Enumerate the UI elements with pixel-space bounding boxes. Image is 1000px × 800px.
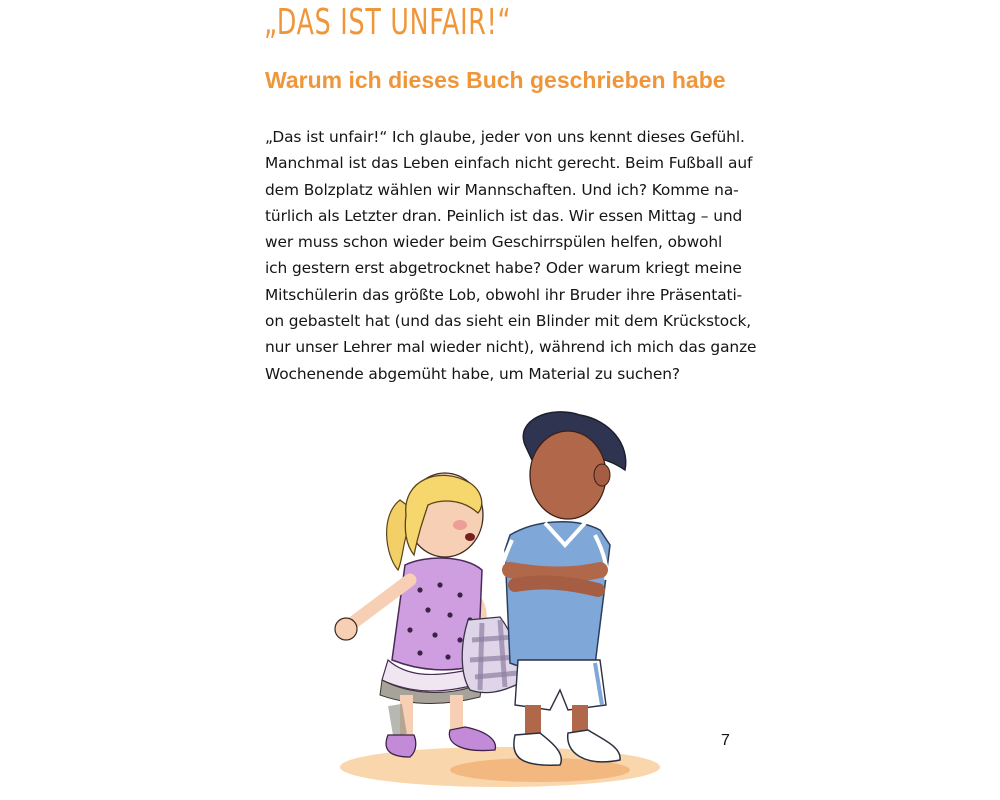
text-line: nur unser Lehrer mal wieder nicht), während ich mich das ganze [265,338,757,357]
text-line: on gebastelt hat (und das sieht ein Blinder mit dem Krückstock, [265,312,752,331]
text-line: türlich als Letzter dran. Peinlich ist das. Wir essen Mittag – und [265,206,743,225]
text-line: „Das ist unfair!“ Ich glaube, jeder von uns kennt dieses Gefühl. [265,128,745,146]
girl-figure [335,473,495,757]
boy-figure [500,412,626,765]
text-line: Mitschülerin das größte Lob, obwohl ihr Bruder ihre Präsentati- [265,285,743,304]
chapter-subtitle: Warum ich dieses Buch geschrieben habe [265,67,726,93]
children-illustration [310,405,690,800]
text-line: Wochenende abgemüht habe, um Material zu suchen? [265,364,680,383]
body-text [265,124,757,387]
page-number: 7 [721,732,730,749]
text-line: dem Bolzplatz wählen wir Mannschaften. Und ich? Komme na- [265,180,739,199]
text-line: Manchmal ist das Leben einfach nicht gerecht. Beim Fußball auf [265,154,753,173]
text-line: ich gestern erst abgetrocknet habe? Oder warum kriegt meine [265,259,742,278]
chapter-title: „DAS IST UNFAIR!“ [264,2,512,43]
text-line: wer muss schon wieder beim Geschirrspülen helfen, obwohl [265,233,723,252]
